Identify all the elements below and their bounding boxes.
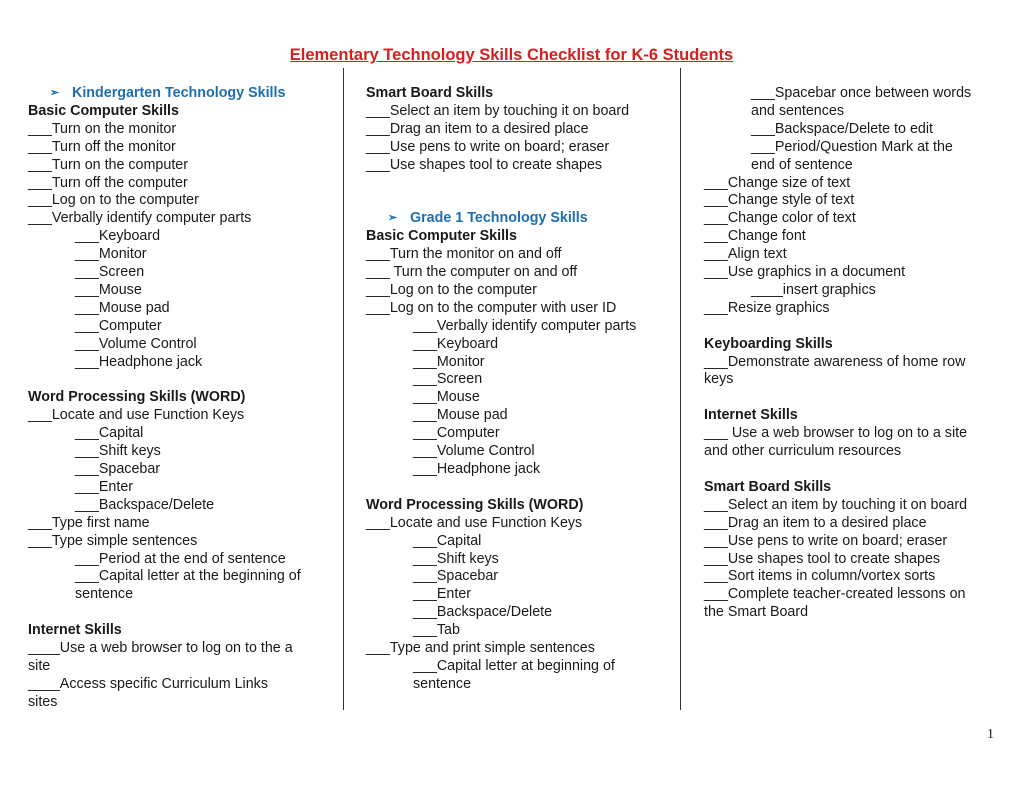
checklist-item: ___Use graphics in a document <box>704 264 906 281</box>
checklist-item: ___Use shapes tool to create shapes <box>366 156 603 173</box>
checklist-item: ___Volume Control <box>413 443 535 460</box>
spacer <box>366 192 678 210</box>
checklist-item: ___Capital <box>413 532 482 549</box>
spacer <box>28 372 340 390</box>
checklist-item: site <box>28 657 51 674</box>
checklist-item: ___Select an item by touching it on board <box>704 496 968 513</box>
checklist-item: sentence <box>75 586 134 603</box>
checklist-item: ___Select an item by touching it on board <box>366 102 630 119</box>
checklist-item: ___Mouse pad <box>75 299 170 316</box>
checklist-item: ___Screen <box>413 371 483 388</box>
grade-heading <box>28 85 340 103</box>
checklist-item: ___Monitor <box>75 246 147 263</box>
checklist-item: and other curriculum resources <box>704 443 902 460</box>
checklist-item: ___Shift keys <box>413 550 499 567</box>
section-heading: Internet Skills <box>704 407 798 424</box>
checklist-item: ___Capital letter at beginning of <box>413 657 615 674</box>
spacer <box>704 461 1004 479</box>
checklist-item: ___Computer <box>75 317 162 334</box>
section-heading: Word Processing Skills (WORD) <box>366 496 584 513</box>
checklist-item: ___Headphone jack <box>75 353 203 370</box>
column-grade1 <box>366 85 678 694</box>
column-kindergarten <box>28 85 340 712</box>
checklist-item: ___Backspace/Delete to edit <box>751 120 934 137</box>
checklist-item: ___Type simple sentences <box>28 532 198 549</box>
checklist-item: the Smart Board <box>704 604 809 621</box>
checklist-item: ___Change style of text <box>704 192 855 209</box>
checklist-item: sites <box>28 693 58 710</box>
spacer <box>704 318 1004 336</box>
checklist-item: ___Enter <box>75 478 134 495</box>
checklist-item: keys <box>704 371 734 388</box>
checklist-item: ___Spacebar once between words <box>751 85 972 101</box>
spacer <box>366 175 678 193</box>
checklist-item: ____Access specific Curriculum Links <box>28 675 268 692</box>
checklist-item: ___Enter <box>413 586 472 603</box>
checklist-item: ___Computer <box>413 425 500 442</box>
checklist-item: ___Mouse pad <box>413 407 508 424</box>
checklist-item: ___Change font <box>704 228 806 245</box>
checklist-item: ___Change size of text <box>704 174 851 191</box>
checklist-item: ___Spacebar <box>413 568 499 585</box>
checklist-item: ___Tab <box>413 622 460 639</box>
checklist-item: ___Locate and use Function Keys <box>28 407 245 424</box>
checklist-item: ___Turn on the monitor <box>28 120 177 137</box>
checklist-item: ___Resize graphics <box>704 299 830 316</box>
checklist-item: ___Locate and use Function Keys <box>366 514 583 531</box>
column-divider-right <box>680 68 681 710</box>
section-heading: Basic Computer Skills <box>28 102 179 119</box>
checklist-item: ___Change color of text <box>704 210 856 227</box>
checklist-item: ___Turn off the computer <box>28 174 188 191</box>
section-heading: Basic Computer Skills <box>366 228 517 245</box>
page-title: Elementary Technology Skills Checklist for K-6 Students <box>289 46 734 64</box>
arrow-bullet-icon: ➢ <box>50 87 60 99</box>
checklist-item: ___Backspace/Delete <box>413 604 553 621</box>
checklist-item: ___Headphone jack <box>413 461 541 477</box>
checklist-item: ___Keyboard <box>75 228 161 245</box>
checklist-item: ___Type and print simple sentences <box>366 640 595 657</box>
checklist-item: ___Sort items in column/vortex sorts <box>704 568 936 585</box>
checklist-item: and sentences <box>751 102 844 119</box>
checklist-item: ___Complete teacher-created lessons on <box>704 586 966 603</box>
checklist-item: sentence <box>413 675 472 692</box>
checklist-item: ___Align text <box>704 246 787 263</box>
checklist-item: ___Period at the end of sentence <box>75 550 286 567</box>
spacer <box>366 479 678 497</box>
checklist-item: ___Period/Question Mark at the <box>751 138 953 155</box>
checklist-item: ___Log on to the computer with user ID <box>366 299 617 316</box>
section-heading: Keyboarding Skills <box>704 335 833 352</box>
grade-heading-text: Grade 1 Technology Skills <box>410 210 588 227</box>
checklist-item: ____Use a web browser to log on to the a <box>28 640 293 657</box>
checklist-item: ___Log on to the computer <box>366 281 537 298</box>
checklist-item: ___Mouse <box>413 389 480 406</box>
checklist-item: ___Type first name <box>28 514 150 531</box>
checklist-item: ___Shift keys <box>75 443 161 460</box>
checklist-item: ___Volume Control <box>75 335 197 352</box>
checklist-item: ___Drag an item to a desired place <box>704 514 927 531</box>
column-grade1-continued <box>704 85 1004 622</box>
grade-heading <box>366 210 678 228</box>
checklist-item: ___Backspace/Delete <box>75 496 215 513</box>
checklist-item: ___Turn on the computer <box>28 156 189 173</box>
checklist-item: ___Verbally identify computer parts <box>28 210 252 227</box>
checklist-item: end of sentence <box>751 156 853 173</box>
checklist-item: ___Use pens to write on board; eraser <box>366 138 610 155</box>
section-heading: Word Processing Skills (WORD) <box>28 389 246 406</box>
checklist-item: ___ Use a web browser to log on to a site <box>704 425 968 442</box>
checklist-item: ___Drag an item to a desired place <box>366 120 589 137</box>
checklist-item: ___ Turn the computer on and off <box>366 264 578 281</box>
grade-heading-text: Kindergarten Technology Skills <box>72 85 286 101</box>
checklist-item: ___Spacebar <box>75 461 161 478</box>
spacer <box>28 604 340 622</box>
checklist-item: ___Log on to the computer <box>28 192 199 209</box>
checklist-item: ___Mouse <box>75 281 142 298</box>
checklist-item: ___Demonstrate awareness of home row <box>704 353 966 370</box>
checklist-item: ___Turn the monitor on and off <box>366 246 562 263</box>
checklist-item: ___Monitor <box>413 353 485 370</box>
checklist-item: ___Capital letter at the beginning of <box>75 568 301 585</box>
checklist-item: ___Use pens to write on board; eraser <box>704 532 948 549</box>
spacer <box>704 389 1004 407</box>
checklist-item: ___Keyboard <box>413 335 499 352</box>
checklist-item: ___Use shapes tool to create shapes <box>704 550 941 567</box>
checklist-item: ___Verbally identify computer parts <box>413 317 637 334</box>
column-divider-left <box>343 68 344 710</box>
checklist-item: ___Capital <box>75 425 144 442</box>
checklist-item: ___Turn off the monitor <box>28 138 176 155</box>
arrow-bullet-icon: ➢ <box>388 212 398 225</box>
page-number: 1 <box>987 727 994 742</box>
checklist-item: ____insert graphics <box>751 281 876 298</box>
section-heading: Smart Board Skills <box>366 85 494 101</box>
checklist-item: ___Screen <box>75 264 145 281</box>
section-heading: Smart Board Skills <box>704 478 832 495</box>
section-heading: Internet Skills <box>28 622 122 639</box>
